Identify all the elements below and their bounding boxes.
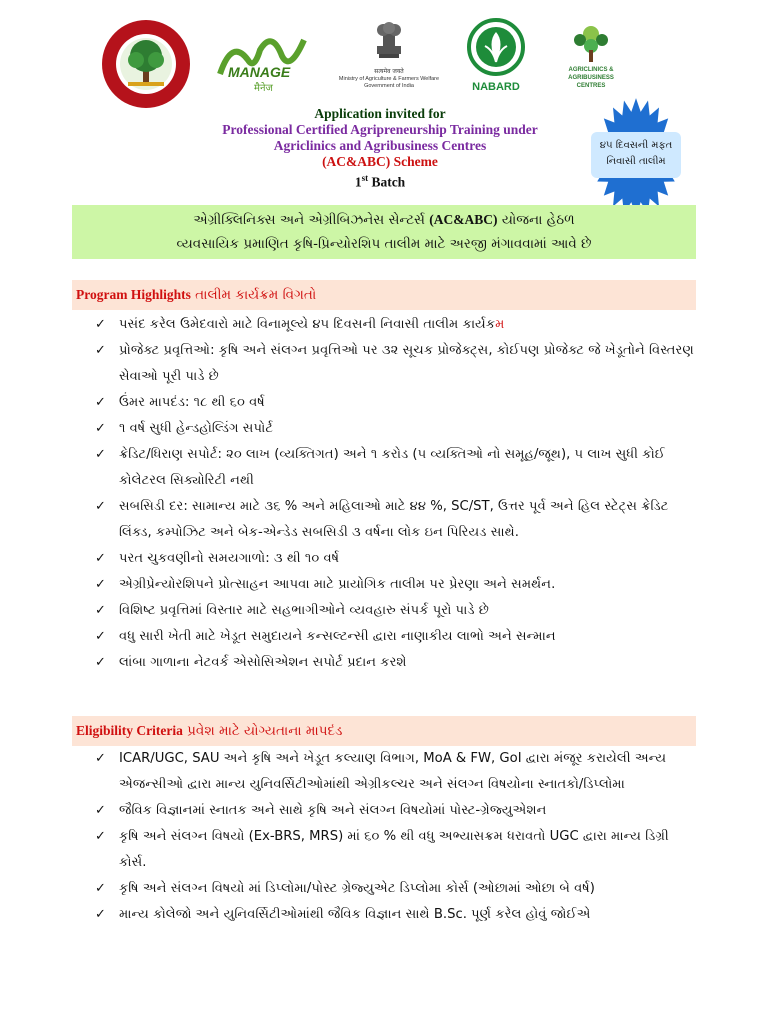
list-item-text: સબસિડી દર: સામાન્ય માટે ૩૬ % અને મહિલાઓ માટે ૪૪ %, SC/ST, ઉત્તર પૂર્વ અને હિલ સ્ટેટ્સ ક્રેડિટ લિંક્ડ, કમ્પોઝિટ અને બેક-એન્ડેડ સબસિડી ૩ વર્ષના લોક ઇન પિરિયડ સાથે. [119,499,669,540]
list-item-text: ૧ વર્ષ સુધી હેન્ડહોલ્ડિંગ સપોર્ટ [119,421,273,436]
highlights-title-gu: તાલીમ કાર્યક્રમ વિગતો [190,287,317,303]
list-item [95,650,700,676]
banner-text-post: યોજના હેઠળ [497,212,575,228]
list-item [95,798,700,824]
list-item [95,624,700,650]
list-item [95,442,700,494]
acabc-line3: CENTRES [576,83,606,89]
checkmark-icon: ✓ [95,803,106,818]
eligibility-list [95,746,700,928]
list-item-text: ઉંમર માપદંડ: ૧૮ થી ૬૦ વર્ષ [119,395,265,410]
title-line1: Professional Certified Agripreneurship Training under [222,122,538,137]
list-item-text: ક્રેડિટ/ધિરાણ સપોર્ટ: ૨૦ લાખ (વ્યક્તિગત) અને ૧ કરોડ (૫ વ્યક્તિઓ નો સમૂહ/જૂથ), ૫ લાખ સુધી કોઈ કોલેટરલ સિક્યોરિટી નથી [119,447,665,488]
list-item-text: ICAR/UGC, SAU અને કૃષિ અને ખેડૂત કલ્યાણ વિભાગ, MoA & FW, GoI દ્વારા મંજૂર કરાયેલી અન્ય એજન્સીઓ દ્વારા માન્ય યુનિવર્સિટીઓમાંથી એગ્રીકલ્ચર અને સંલગ્ન વિષયોના સ્નાતકો/ડિપ્લોમા [119,751,667,792]
invited-line: Application invited for [314,106,446,121]
checkmark-icon: ✓ [95,829,106,844]
list-item-text: કૃષિ અને સંલગ્ન વિષયો (Ex-BRS, MRS) માં ૬૦ % થી વધુ અભ્યાસક્રમ ધરાવતો UGC દ્વારા માન્ય ડિગ્રી કોર્સ. [119,829,669,870]
checkmark-icon: ✓ [95,447,106,462]
eligibility-heading [72,716,696,746]
checkmark-icon: ✓ [95,751,106,766]
badge-line1: ૪૫ દિવસની મફત [599,140,673,151]
gov-emblem-logo [322,20,456,96]
list-item [95,902,700,928]
checkmark-icon: ✓ [95,343,106,358]
checkmark-icon: ✓ [95,603,106,618]
badge-inner [591,132,681,178]
free-training-badge [546,92,726,222]
list-item [95,746,700,798]
spu-logo [100,18,192,110]
list-item-text: વધુ સારી ખેતી માટે ખેડૂત સમુદાયને કન્સલ્ટન્સી દ્વારા નાણાકીય લાભો અને સન્માન [119,629,556,644]
checkmark-icon: ✓ [95,551,106,566]
list-item-text: એગ્રીપ્રેન્યોરશિપને પ્રોત્સાહન આપવા માટે પ્રાયોગિક તાલીમ પર પ્રેરણા અને સમર્થન. [119,577,556,592]
checkmark-icon: ✓ [95,655,106,670]
acabc-logo [556,24,626,98]
banner-scheme: (AC&ABC) [429,212,498,227]
list-item [95,416,700,442]
title-line2: Agriclinics and Agribusiness Centres [273,138,487,153]
gov-line3: Government of India [364,83,414,89]
list-item [95,494,700,546]
manage-name: MANAGE [228,64,291,80]
batch-number: 1 [354,174,362,190]
highlights-title-en: Program Highlights [76,287,191,302]
checkmark-icon: ✓ [95,629,106,644]
checkmark-icon: ✓ [95,881,106,896]
list-item-text: પસંદ કરેલ ઉમેદવારો માટે વિનામૂલ્યે ૪૫ દિવસની નિવાસી તાલીમ કાર્યક [119,317,496,332]
banner-line2: વ્યવસાયિક પ્રમાણિત કૃષિ-પ્રિન્યોરશિપ તાલીમ માટે અરજી મંગાવવામાં આવે છે [176,236,592,252]
highlights-heading [72,280,696,310]
nabard-name: NABARD [472,81,520,93]
batch-suffix: st [361,173,369,183]
list-item [95,598,700,624]
title-block [190,106,570,191]
list-item-text: કૃષિ અને સંલગ્ન વિષયો માં ડિપ્લોમા/પોસ્ટ ગ્રેજ્યુએટ ડિપ્લોમા કોર્સ (ઓછામાં ઓછા બે વર્ષ) [119,881,595,896]
list-item-text: માન્ય કોલેજો અને યુનિવર્સિટીઓમાંથી જૈવિક વિજ્ઞાન સાથે B.Sc. પૂર્ણ કરેલ હોવું જોઈએ [119,907,591,922]
checkmark-icon: ✓ [95,317,106,332]
list-item [95,338,700,390]
checkmark-icon: ✓ [95,907,106,922]
list-item-text: વિશિષ્ટ પ્રવૃત્તિમાં વિસ્તાર માટે સહભાગીઓને વ્યવહારુ સંપર્ક પૂરો પાડે છે [119,603,489,618]
nabard-logo [466,18,526,94]
banner-line1 [72,208,696,232]
checkmark-icon: ✓ [95,499,106,514]
gov-line1: सत्यमेव जयते [374,68,404,75]
list-item [95,876,700,902]
list-item [95,572,700,598]
scheme-line: (AC&ABC) Scheme [322,154,438,169]
list-item [95,824,700,876]
highlights-list [95,312,700,676]
list-item-text: લાંબા ગાળાના નેટવર્ક એસોસિએશન સપોર્ટ પ્રદાન કરશે [119,655,407,670]
list-item-text: જૈવિક વિજ્ઞાનમાં સ્નાતક અને સાથે કૃષિ અને સંલગ્ન વિષયોમાં પોસ્ટ-ગ્રેજ્યુએશન [119,803,547,818]
badge-line2: નિવાસી તાલીમ [606,156,666,167]
gov-line2: Ministry of Agriculture & Farmers Welfare [338,76,440,82]
batch-line [190,170,570,191]
list-item-text: પ્રોજેક્ટ પ્રવૃત્તિઓ: કૃષિ અને સંલગ્ન પ્રવૃત્તિઓ પર ૩૨ સૂચક પ્રોજેક્ટ્સ, કોઈપણ પ્રોજેક્ટ જે ખેડૂતોને વિસ્તરણ સેવાઓ પૂરી પાડે છે [119,343,694,384]
banner-text-pre: એગ્રીક્લિનિક્સ અને એગ્રીબિઝનેસ સેન્ટર્સ [193,212,430,228]
acabc-line2: AGRIBUSINESS [568,75,614,81]
batch-word: Batch [371,174,406,190]
manage-logo [212,30,312,96]
checkmark-icon: ✓ [95,421,106,436]
list-item [95,390,700,416]
intro-banner [72,205,696,259]
eligibility-title-en: Eligibility Criteria [76,723,183,738]
manage-sub: मैनेज [254,83,273,94]
acabc-line1: AGRICLINICS & [568,67,614,73]
list-item-text: પરત ચુકવણીનો સમયગાળો: ૩ થી ૧૦ વર્ષ [119,551,340,566]
eligibility-title-gu: પ્રવેશ માટે યોગ્યતાના માપદંડ [182,723,343,739]
checkmark-icon: ✓ [95,577,106,592]
list-item-tail: મ [495,317,505,332]
list-item [95,546,700,572]
checkmark-icon: ✓ [95,395,106,410]
list-item [95,312,700,338]
